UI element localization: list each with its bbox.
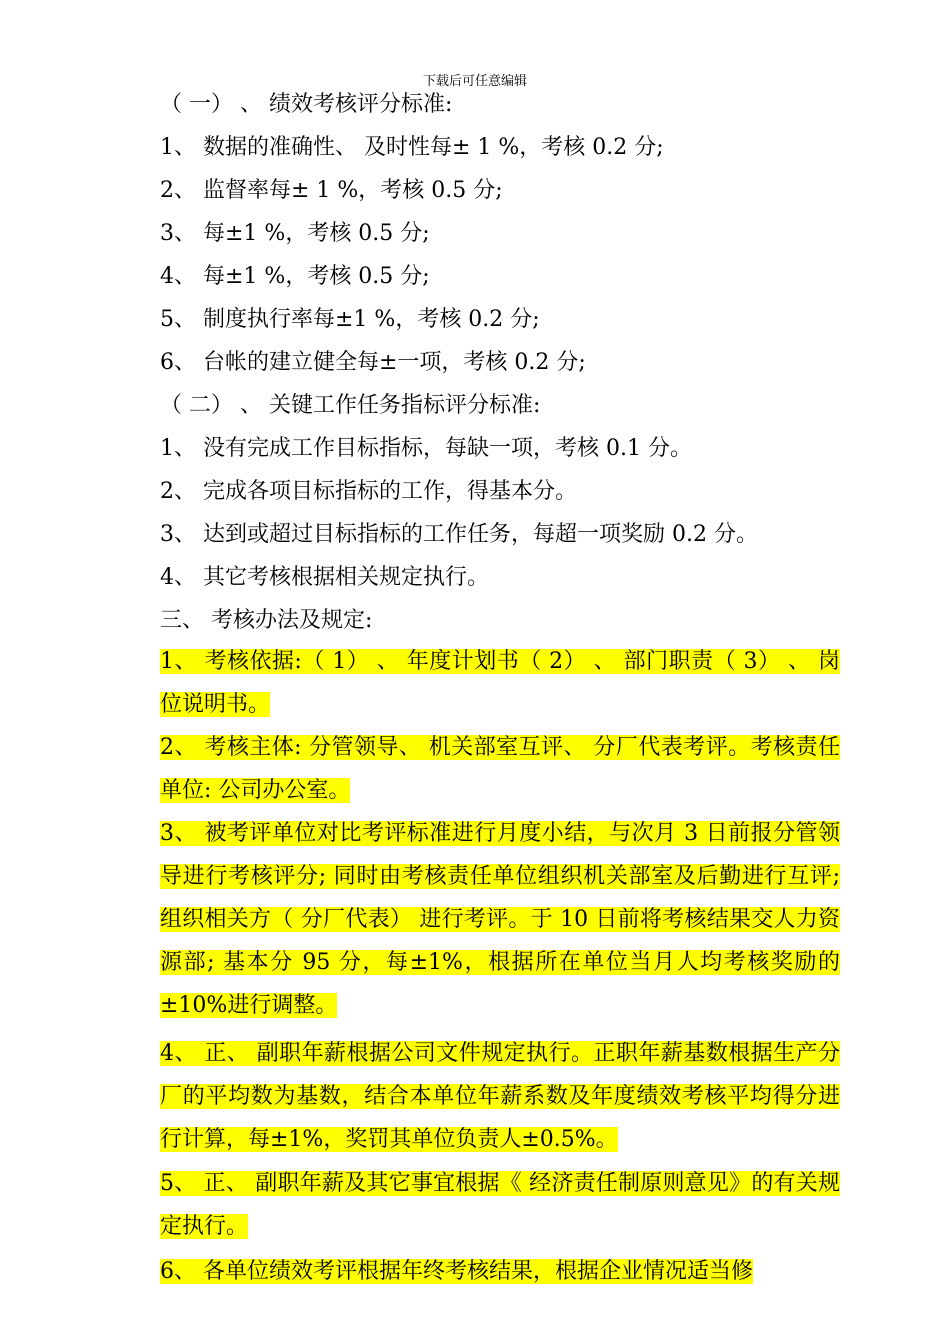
section1-item-2: 2、 监督率每± 1 %，考核 0.5 分; [160, 178, 503, 203]
section3-para-4 [110, 1032, 840, 1161]
section1-item-6: 6、 台帐的建立健全每±一项，考核 0.2 分; [160, 350, 586, 375]
section1-item-1: 1、 数据的准确性、 及时性每± 1 %，考核 0.2 分; [160, 135, 664, 160]
para-2-text: 2、 考核主体: 分管领导、 机关部室互评、 分厂代表考评。考核责任单位: 公司办公室。 [160, 735, 840, 803]
section3-para-6 [110, 1250, 840, 1293]
para-3-text: 3、 被考评单位对比考评标准进行月度小结，与次月 3 日前报分管领导进行考核评分; 同时由考核责任单位组织机关部室及后勤进行互评; 组织相关方（ 分厂代表） 进行考评。于 10 日前将考核结果交人力资源部; 基本分 95 分，每±1%，根据所在单位当月人均考核奖励的±10%进行调整。 [160, 821, 840, 1018]
section1-item-5: 5、 制度执行率每±1 %，考核 0.2 分; [160, 307, 540, 332]
para-6-text: 6、 各单位绩效考评根据年终考核结果，根据企业情况适当修 [160, 1259, 753, 1284]
section1-title: （ 一） 、 绩效考核评分标准: [160, 92, 453, 117]
section3-para-2 [110, 726, 840, 812]
section2-item-2: 2、 完成各项目标指标的工作，得基本分。 [160, 479, 577, 504]
section2-item-3: 3、 达到或超过目标指标的工作任务，每超一项奖励 0.2 分。 [160, 522, 758, 547]
para-1-text: 1、 考核依据:（ 1） 、 年度计划书（ 2） 、 部门职责（ 3） 、 岗位说明书。 [160, 649, 840, 717]
section3-para-3 [110, 812, 840, 1027]
section2-item-1: 1、 没有完成工作目标指标，每缺一项，考核 0.1 分。 [160, 436, 692, 461]
section1-item-4: 4、 每±1 %，考核 0.5 分; [160, 264, 430, 289]
para-4-text: 4、 正、 副职年薪根据公司文件规定执行。正职年薪基数根据生产分厂的平均数为基数，结合本单位年薪系数及年度绩效考核平均得分进行计算，每±1%，奖罚其单位负责人±0.5%。 [160, 1041, 840, 1152]
section3-para-5 [110, 1162, 840, 1248]
para-5-text: 5、 正、 副职年薪及其它事宜根据《 经济责任制原则意见》的有关规定执行。 [160, 1171, 840, 1239]
section2-title: （ 二） 、 关键工作任务指标评分标准: [160, 393, 541, 418]
section1-item-3: 3、 每±1 %，考核 0.5 分; [160, 221, 430, 246]
section3-title: 三、 考核办法及规定: [160, 608, 373, 633]
download-watermark: 下载后可任意编辑 [422, 74, 527, 89]
section2-item-4: 4、 其它考核根据相关规定执行。 [160, 565, 489, 590]
section3-para-1 [110, 640, 840, 726]
